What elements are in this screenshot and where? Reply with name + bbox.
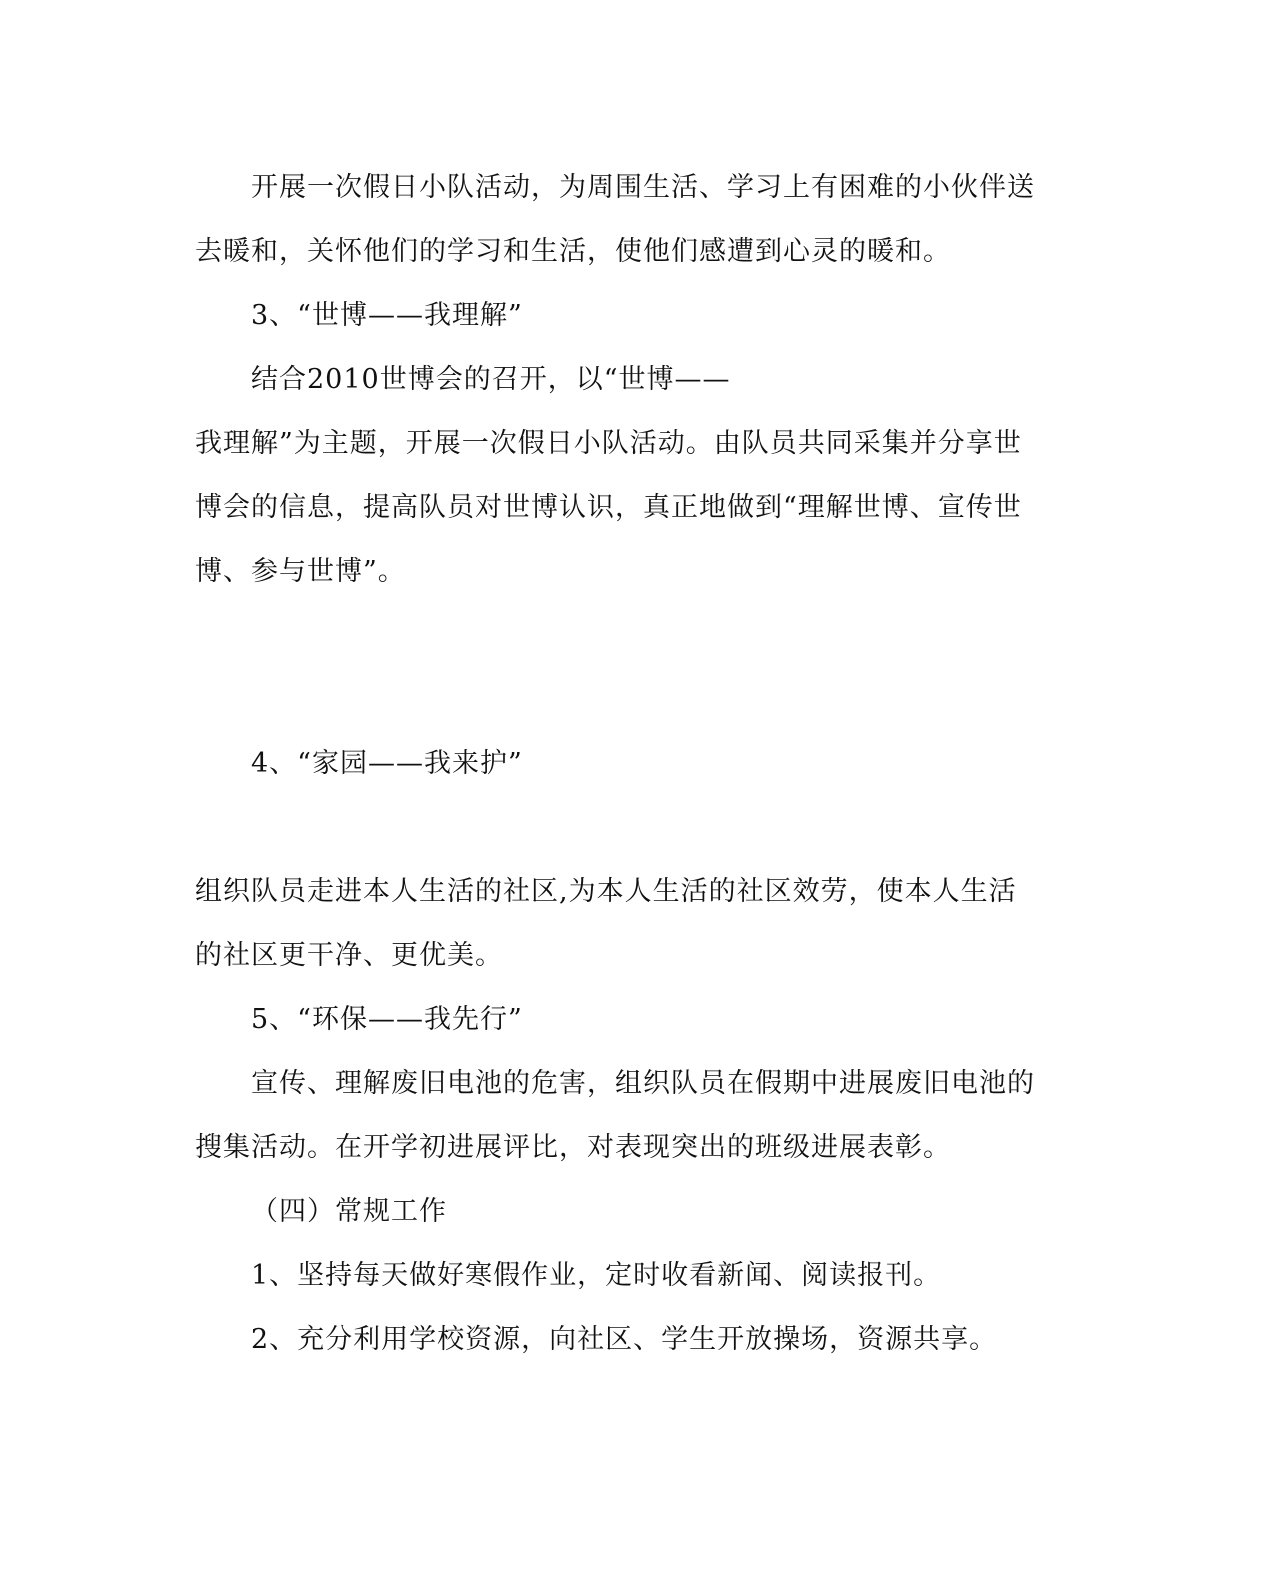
paragraph-line: 组织队员走进本人生活的社区,为本人生活的社区效劳，使本人生活	[195, 876, 1017, 907]
section-heading: 4、“家园——我来护”	[251, 748, 523, 779]
paragraph-line: 博会的信息，提高队员对世博认识，真正地做到“理解世博、宣传世	[195, 492, 1022, 523]
section-heading: （四）常规工作	[251, 1196, 447, 1227]
paragraph-line: 的社区更干净、更优美。	[195, 940, 503, 971]
paragraph-line: 我理解”为主题，开展一次假日小队活动。由队员共同采集并分享世	[195, 428, 1022, 459]
paragraph-line: 结合2010世博会的召开，以“世博——	[251, 364, 731, 395]
paragraph-line: 去暖和，关怀他们的学习和生活，使他们感遭到心灵的暖和。	[195, 236, 951, 267]
paragraph-line: 搜集活动。在开学初进展评比，对表现突出的班级进展表彰。	[195, 1132, 951, 1163]
paragraph-line: 开展一次假日小队活动，为周围生活、学习上有困难的小伙伴送	[251, 172, 1035, 203]
section-heading: 3、“世博——我理解”	[251, 300, 523, 331]
list-item: 1、坚持每天做好寒假作业，定时收看新闻、阅读报刊。	[251, 1260, 942, 1291]
section-heading: 5、“环保——我先行”	[251, 1004, 523, 1035]
paragraph-line: 宣传、理解废旧电池的危害，组织队员在假期中进展废旧电池的	[251, 1068, 1035, 1099]
list-item: 2、充分利用学校资源，向社区、学生开放操场，资源共享。	[251, 1324, 998, 1355]
paragraph-line: 博、参与世博”。	[195, 556, 406, 587]
